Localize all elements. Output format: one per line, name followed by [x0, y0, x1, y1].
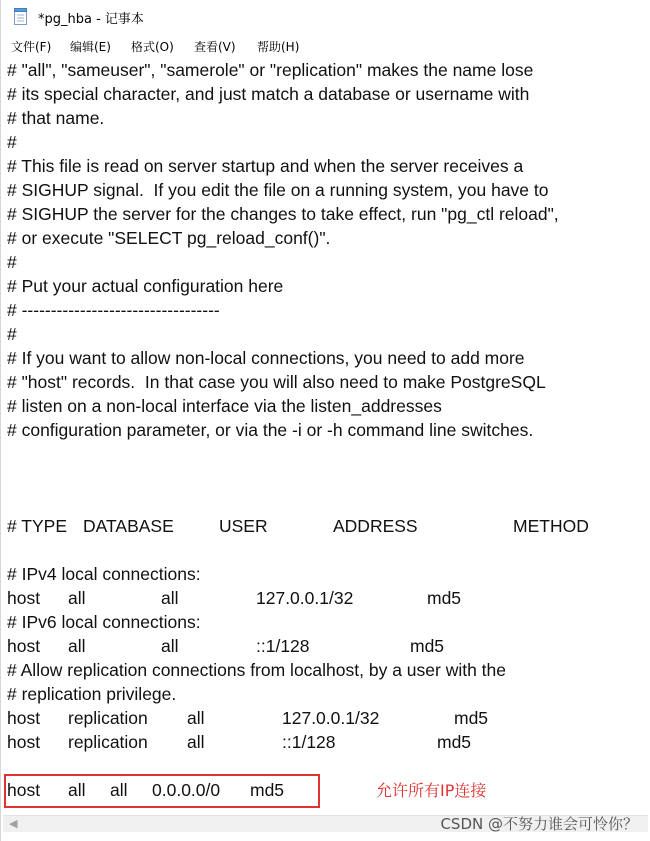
comment-line: # Allow replication connections from localhost, by a user with the — [7, 660, 507, 680]
scroll-left-icon[interactable]: ◀ — [9, 817, 18, 830]
record-address: 0.0.0.0/0 — [152, 780, 221, 800]
menu-bar — [1, 35, 650, 57]
header-user: USER — [219, 516, 268, 536]
menu-edit[interactable]: 编辑(E) — [70, 40, 111, 54]
watermark: CSDN @不努力谁会可怜你？ — [440, 815, 638, 833]
record-method: md5 — [427, 588, 462, 608]
window-title: *pg_hba - 记事本 — [38, 12, 144, 27]
comment-line: # "all", "sameuser", "samerole" or "replication" makes the name lose — [7, 60, 534, 80]
comment-line: # "host" records. In that case you will also need to make PostgreSQL — [7, 372, 546, 392]
record-user: all — [161, 636, 179, 656]
record-method: md5 — [437, 732, 472, 752]
header-method: METHOD — [513, 516, 589, 536]
record-database: all — [68, 780, 86, 800]
hba-record-ipv4 — [7, 586, 462, 610]
comment-line: # — [7, 132, 17, 152]
hba-record-replication-ipv6 — [7, 730, 472, 754]
record-type: host — [7, 780, 41, 800]
record-type: host — [7, 708, 41, 728]
comment-line: # IPv6 local connections: — [7, 612, 201, 632]
record-type: host — [7, 636, 41, 656]
record-type: host — [7, 732, 41, 752]
record-database: all — [68, 588, 86, 608]
header-database: DATABASE — [83, 516, 174, 536]
comment-line: # — [7, 252, 17, 272]
text-editor[interactable] — [4, 58, 648, 815]
comment-line: # listen on a non-local interface via the listen_addresses — [7, 396, 442, 416]
column-header-row — [7, 514, 589, 538]
menu-help[interactable]: 帮助(H) — [257, 40, 300, 54]
record-address: ::1/128 — [282, 732, 336, 752]
comment-line: # its special character, and just match a database or username with — [7, 84, 530, 104]
comment-line: # — [7, 324, 17, 344]
menu-view[interactable]: 查看(V) — [194, 40, 236, 54]
record-method: md5 — [410, 636, 445, 656]
notepad-icon — [14, 8, 28, 25]
header-address: ADDRESS — [333, 516, 418, 536]
comment-line: # configuration parameter, or via the -i or -h command line switches. — [7, 420, 534, 440]
title-bar — [1, 0, 650, 34]
annotation-label: 允许所有IP连接 — [376, 781, 487, 800]
comment-line: # This file is read on server startup and when the server receives a — [7, 156, 524, 176]
comment-line: # or execute "SELECT pg_reload_conf()". — [7, 228, 331, 248]
record-database: replication — [68, 732, 148, 752]
record-database: replication — [68, 708, 148, 728]
highlight-box — [4, 774, 320, 808]
header-type: # TYPE — [7, 516, 67, 536]
comment-line: # replication privilege. — [7, 684, 177, 704]
comment-line: # Put your actual configuration here — [7, 276, 284, 296]
hba-record-replication-ipv4 — [7, 706, 489, 730]
comment-line: # that name. — [7, 108, 105, 128]
comment-line: # SIGHUP signal. If you edit the file on a running system, you have to — [7, 180, 549, 200]
record-user: all — [187, 708, 205, 728]
comment-line: # IPv4 local connections: — [7, 564, 201, 584]
comment-line: # ---------------------------------- — [7, 300, 220, 320]
menu-format[interactable]: 格式(O) — [131, 40, 174, 54]
comment-line: # If you want to allow non-local connections, you need to add more — [7, 348, 525, 368]
record-method: md5 — [454, 708, 489, 728]
record-type: host — [7, 588, 41, 608]
record-address: 127.0.0.1/32 — [256, 588, 354, 608]
record-user: all — [110, 780, 128, 800]
record-address: ::1/128 — [256, 636, 310, 656]
record-user: all — [187, 732, 205, 752]
menu-file[interactable]: 文件(F) — [11, 40, 52, 54]
comment-line: # SIGHUP the server for the changes to take effect, run "pg_ctl reload", — [7, 204, 559, 224]
hba-record-ipv6 — [7, 634, 445, 658]
record-user: all — [161, 588, 179, 608]
record-database: all — [68, 636, 86, 656]
record-method: md5 — [250, 780, 285, 800]
record-address: 127.0.0.1/32 — [282, 708, 380, 728]
